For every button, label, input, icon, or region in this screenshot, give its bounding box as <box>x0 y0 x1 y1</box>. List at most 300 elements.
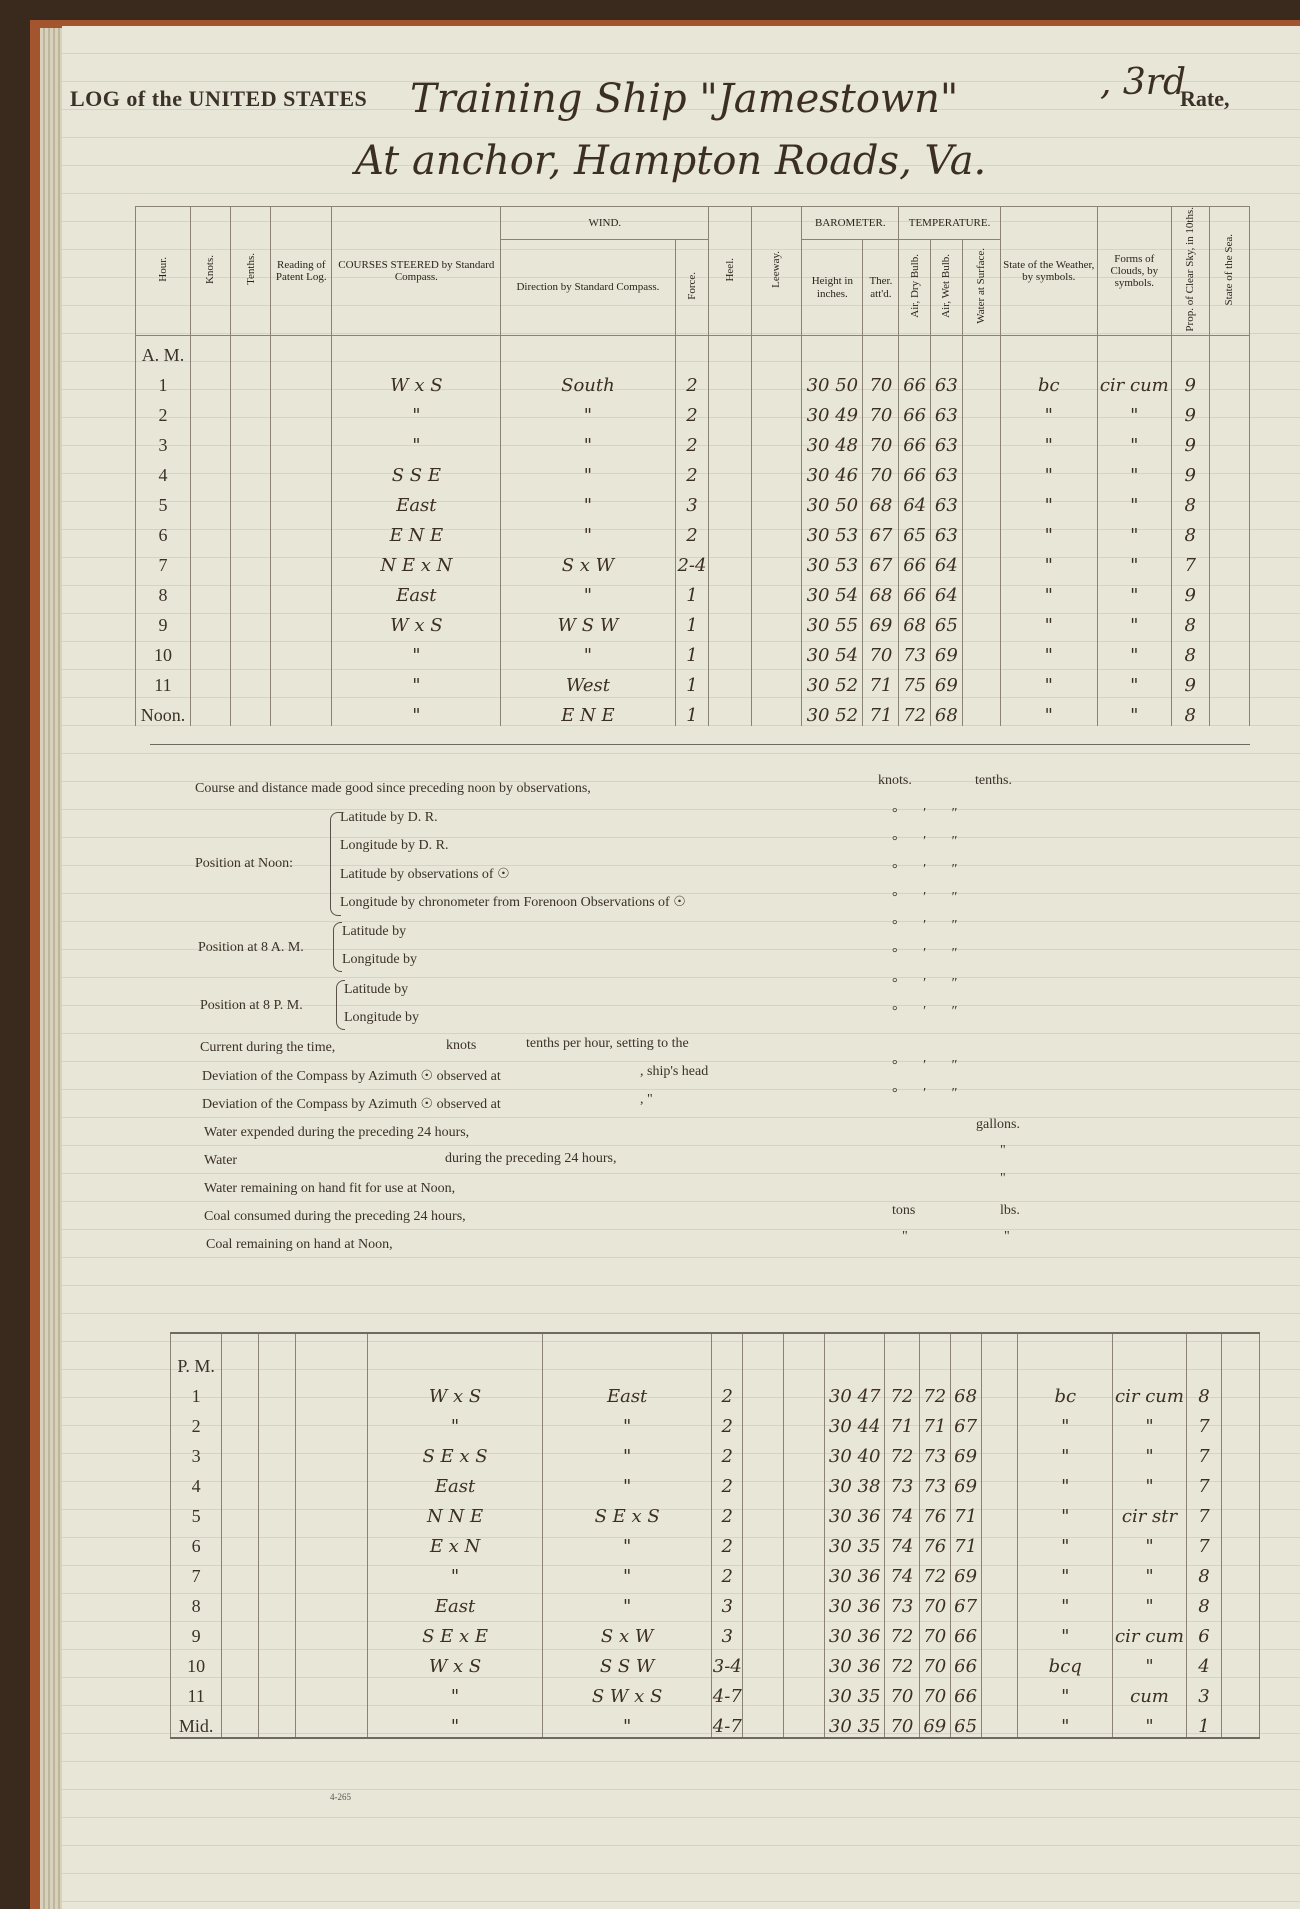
pm-dry-cell: 72 <box>919 1377 950 1407</box>
pm-force-cell: 4-7 <box>712 1677 743 1707</box>
am-force-cell: 2 <box>675 396 709 426</box>
degree-marks: ° ′ ″ <box>892 1004 958 1019</box>
pm-weather-cell: " <box>1018 1587 1113 1617</box>
am-baro-cell: 30 48 <box>802 426 863 456</box>
pm-baro-cell: 30 36 <box>825 1617 885 1647</box>
pm-wet-cell: 71 <box>950 1497 981 1527</box>
pm-force-cell: 3 <box>712 1587 743 1617</box>
am-sky-cell: 8 <box>1171 486 1209 516</box>
pm-wind-cell: " <box>542 1407 712 1437</box>
am-course-cell: " <box>332 696 501 726</box>
pm-log-body <box>171 1333 1260 1738</box>
pm-course-cell: East <box>368 1587 543 1617</box>
pm-weather-cell: " <box>1018 1407 1113 1437</box>
am-course-cell: N E x N <box>332 546 501 576</box>
am-wind-cell: " <box>501 516 675 546</box>
pm-wind-cell: East <box>542 1377 712 1407</box>
pm-wind-cell: " <box>542 1587 712 1617</box>
degree-marks: ° ′ ″ <box>892 1058 958 1073</box>
am-wind-cell: E N E <box>501 696 675 726</box>
knots-header: Knots. <box>190 207 230 336</box>
pm-wet-cell: 69 <box>950 1437 981 1467</box>
am-force-cell: 2 <box>675 426 709 456</box>
patent-log-header: Reading of Patent Log. <box>271 207 332 336</box>
am-weather-cell: " <box>1000 576 1097 606</box>
tenths-header: Tenths. <box>231 207 271 336</box>
am-dry-cell: 66 <box>899 546 931 576</box>
8pm-lat-label: Latitude by <box>344 982 409 997</box>
pm-wet-cell: 67 <box>950 1407 981 1437</box>
am-course-cell: East <box>332 486 501 516</box>
pm-force-cell: 3-4 <box>712 1647 743 1677</box>
pm-clouds-cell: " <box>1113 1407 1187 1437</box>
pm-row <box>171 1707 1260 1738</box>
knots-unit-label: knots. <box>878 773 912 788</box>
pm-course-cell: East <box>368 1467 543 1497</box>
am-row <box>136 486 1250 516</box>
am-course-cell: S S E <box>332 456 501 486</box>
am-wet-cell: 64 <box>931 576 963 606</box>
am-hour-cell: 1 <box>136 366 191 396</box>
pm-clouds-cell: " <box>1113 1437 1187 1467</box>
am-row <box>136 516 1250 546</box>
pm-dry-cell: 73 <box>919 1467 950 1497</box>
am-force-cell: 2 <box>675 516 709 546</box>
courses-header: COURSES STEERED by Standard Compass. <box>332 207 501 336</box>
pm-weather-cell: " <box>1018 1557 1113 1587</box>
pm-baro-cell: 30 36 <box>825 1587 885 1617</box>
pm-baro-cell: 30 36 <box>825 1497 885 1527</box>
lon-dr-label: Longitude by D. R. <box>340 838 449 853</box>
water-expended-label: Water expended during the preceding 24 hours, <box>204 1125 470 1140</box>
position-8am-label: Position at 8 A. M. <box>198 940 304 955</box>
pm-clouds-cell: " <box>1113 1587 1187 1617</box>
pm-course-cell: " <box>368 1557 543 1587</box>
pm-wind-cell: " <box>542 1527 712 1557</box>
clear-sky-header: Prop. of Clear Sky, in 10ths. <box>1171 207 1209 336</box>
pm-clouds-cell: " <box>1113 1707 1187 1738</box>
am-wind-cell: " <box>501 636 675 666</box>
8am-lat-label: Latitude by <box>342 924 407 939</box>
pm-baro-cell: 30 36 <box>825 1647 885 1677</box>
am-baro-cell: 30 46 <box>802 456 863 486</box>
am-clouds-cell: " <box>1097 696 1171 726</box>
am-dry-cell: 66 <box>899 366 931 396</box>
am-hour-cell: 5 <box>136 486 191 516</box>
pm-sky-cell: 1 <box>1186 1707 1221 1738</box>
pm-force-cell: 2 <box>712 1377 743 1407</box>
pm-sky-cell: 8 <box>1186 1587 1221 1617</box>
am-wind-cell: " <box>501 486 675 516</box>
deviation1-label: Deviation of the Compass by Azimuth ☉ observed at <box>202 1069 501 1084</box>
8am-brace <box>333 922 342 972</box>
pm-label: P. M. <box>171 1333 222 1377</box>
am-baro-cell: 30 50 <box>802 366 863 396</box>
pm-ther-cell: 72 <box>884 1437 919 1467</box>
am-hour-cell: 3 <box>136 426 191 456</box>
pm-ther-cell: 73 <box>884 1587 919 1617</box>
lon-chron-label: Longitude by chronometer from Forenoon Observations of ☉ <box>340 895 686 910</box>
am-baro-cell: 30 53 <box>802 546 863 576</box>
pm-force-cell: 2 <box>712 1557 743 1587</box>
am-ther-cell: 68 <box>863 486 899 516</box>
wind-header: WIND. <box>501 207 709 240</box>
am-course-cell: " <box>332 666 501 696</box>
position-noon-label: Position at Noon: <box>195 856 294 871</box>
pm-wet-cell: 66 <box>950 1617 981 1647</box>
am-baro-cell: 30 52 <box>802 696 863 726</box>
pm-weather-cell: bcq <box>1018 1647 1113 1677</box>
am-row <box>136 666 1250 696</box>
tenths-unit-label: tenths. <box>975 773 1012 788</box>
am-clouds-cell: " <box>1097 546 1171 576</box>
am-wind-cell: W S W <box>501 606 675 636</box>
am-wet-cell: 69 <box>931 636 963 666</box>
am-ther-cell: 71 <box>863 696 899 726</box>
pm-ther-cell: 74 <box>884 1557 919 1587</box>
pm-row <box>171 1527 1260 1557</box>
degree-marks: ° ′ ″ <box>892 1086 958 1101</box>
pm-wet-cell: 71 <box>950 1527 981 1557</box>
am-clouds-cell: " <box>1097 426 1171 456</box>
height-header: Height in inches. <box>802 240 863 335</box>
pm-dry-cell: 76 <box>919 1497 950 1527</box>
am-clouds-cell: " <box>1097 516 1171 546</box>
pm-ther-cell: 74 <box>884 1527 919 1557</box>
am-weather-cell: " <box>1000 636 1097 666</box>
am-dry-cell: 75 <box>899 666 931 696</box>
pm-sky-cell: 3 <box>1186 1677 1221 1707</box>
am-weather-cell: bc <box>1000 366 1097 396</box>
pm-clouds-cell: cir cum <box>1113 1377 1187 1407</box>
lat-obs-label: Latitude by observations of ☉ <box>340 867 510 882</box>
am-dry-cell: 68 <box>899 606 931 636</box>
am-clouds-cell: cir cum <box>1097 366 1171 396</box>
degree-marks: ° ′ ″ <box>892 806 958 821</box>
am-log-body <box>136 335 1250 726</box>
am-sky-cell: 9 <box>1171 396 1209 426</box>
pm-force-cell: 2 <box>712 1407 743 1437</box>
am-wet-cell: 63 <box>931 456 963 486</box>
pm-wet-cell: 68 <box>950 1377 981 1407</box>
am-sky-cell: 8 <box>1171 606 1209 636</box>
wind-direction-header: Direction by Standard Compass. <box>501 240 675 335</box>
pm-wind-cell: S E x S <box>542 1497 712 1527</box>
am-clouds-cell: " <box>1097 396 1171 426</box>
pm-row <box>171 1377 1260 1407</box>
am-dry-cell: 66 <box>899 396 931 426</box>
am-wet-cell: 68 <box>931 696 963 726</box>
am-ther-cell: 67 <box>863 546 899 576</box>
pm-clouds-cell: cir str <box>1113 1497 1187 1527</box>
pm-row <box>171 1407 1260 1437</box>
pm-weather-cell: " <box>1018 1617 1113 1647</box>
pm-course-cell: " <box>368 1677 543 1707</box>
pm-wet-cell: 67 <box>950 1587 981 1617</box>
pm-sky-cell: 7 <box>1186 1497 1221 1527</box>
pm-wind-cell: " <box>542 1707 712 1738</box>
pm-dry-cell: 71 <box>919 1407 950 1437</box>
am-weather-cell: " <box>1000 426 1097 456</box>
am-baro-cell: 30 49 <box>802 396 863 426</box>
pm-wind-cell: " <box>542 1467 712 1497</box>
am-row <box>136 396 1250 426</box>
am-clouds-cell: " <box>1097 486 1171 516</box>
position-8pm-label: Position at 8 P. M. <box>200 998 303 1013</box>
pm-dry-cell: 70 <box>919 1617 950 1647</box>
barometer-header: BAROMETER. <box>802 207 899 240</box>
am-clouds-cell: " <box>1097 576 1171 606</box>
pm-force-cell: 2 <box>712 1467 743 1497</box>
am-force-cell: 2 <box>675 366 709 396</box>
pm-baro-cell: 30 40 <box>825 1437 885 1467</box>
am-row <box>136 366 1250 396</box>
pm-sky-cell: 7 <box>1186 1467 1221 1497</box>
am-baro-cell: 30 54 <box>802 636 863 666</box>
pm-wind-cell: S W x S <box>542 1677 712 1707</box>
am-sky-cell: 9 <box>1171 366 1209 396</box>
am-row <box>136 546 1250 576</box>
pm-ther-cell: 70 <box>884 1707 919 1738</box>
degree-marks: ° ′ ″ <box>892 862 958 877</box>
am-force-cell: 1 <box>675 636 709 666</box>
ship-name: Training Ship "Jamestown" <box>410 76 959 122</box>
pm-wind-cell: " <box>542 1557 712 1587</box>
am-wind-cell: S x W <box>501 546 675 576</box>
pm-ther-cell: 74 <box>884 1497 919 1527</box>
am-sky-cell: 9 <box>1171 456 1209 486</box>
pm-wind-cell: S S W <box>542 1647 712 1677</box>
air-wet-header: Air, Wet Bulb. <box>931 240 963 335</box>
pm-baro-cell: 30 35 <box>825 1677 885 1707</box>
pm-row <box>171 1617 1260 1647</box>
8am-lon-label: Longitude by <box>342 952 418 967</box>
am-wind-cell: " <box>501 426 675 456</box>
sea-header: State of the Sea. <box>1209 207 1249 336</box>
water-label: Water <box>204 1153 238 1168</box>
am-course-cell: East <box>332 576 501 606</box>
pm-row <box>171 1467 1260 1497</box>
am-dry-cell: 72 <box>899 696 931 726</box>
pm-wet-cell: 69 <box>950 1557 981 1587</box>
am-baro-cell: 30 53 <box>802 516 863 546</box>
am-sky-cell: 9 <box>1171 666 1209 696</box>
pm-course-cell: S E x E <box>368 1617 543 1647</box>
pm-course-cell: S E x S <box>368 1437 543 1467</box>
am-label: A. M. <box>136 335 191 366</box>
pm-hour-cell: 2 <box>171 1407 222 1437</box>
am-wet-cell: 63 <box>931 516 963 546</box>
am-course-cell: " <box>332 636 501 666</box>
pm-wind-cell: " <box>542 1437 712 1467</box>
am-dry-cell: 66 <box>899 576 931 606</box>
am-force-cell: 1 <box>675 696 709 726</box>
pm-course-cell: W x S <box>368 1647 543 1677</box>
degree-marks: ° ′ ″ <box>892 834 958 849</box>
am-row <box>136 456 1250 486</box>
am-sky-cell: 8 <box>1171 696 1209 726</box>
am-force-cell: 2 <box>675 456 709 486</box>
am-sky-cell: 8 <box>1171 516 1209 546</box>
am-course-cell: W x S <box>332 606 501 636</box>
am-weather-cell: " <box>1000 396 1097 426</box>
pm-course-cell: " <box>368 1407 543 1437</box>
am-wet-cell: 64 <box>931 546 963 576</box>
pm-dry-cell: 73 <box>919 1437 950 1467</box>
pm-wet-cell: 65 <box>950 1707 981 1738</box>
degree-marks: ° ′ ″ <box>892 918 958 933</box>
am-clouds-cell: " <box>1097 606 1171 636</box>
am-clouds-cell: " <box>1097 666 1171 696</box>
lbs-ditto: " <box>1004 1229 1010 1244</box>
form-code: 4-265 <box>330 1792 351 1802</box>
pm-sky-cell: 7 <box>1186 1437 1221 1467</box>
ship-location: At anchor, Hampton Roads, Va. <box>355 138 987 184</box>
8pm-lon-label: Longitude by <box>344 1010 420 1025</box>
pm-weather-cell: " <box>1018 1437 1113 1467</box>
coal-consumed-label: Coal consumed during the preceding 24 hours, <box>204 1209 466 1224</box>
am-row <box>136 576 1250 606</box>
am-dry-cell: 64 <box>899 486 931 516</box>
log-title-label: LOG of the UNITED STATES <box>70 86 368 111</box>
current-label: Current during the time, <box>200 1040 336 1055</box>
am-hour-cell: 7 <box>136 546 191 576</box>
pm-course-cell: E x N <box>368 1527 543 1557</box>
air-dry-header: Air, Dry Bulb. <box>899 240 931 335</box>
am-weather-cell: " <box>1000 666 1097 696</box>
pm-hour-cell: 1 <box>171 1377 222 1407</box>
am-weather-cell: " <box>1000 516 1097 546</box>
am-sky-cell: 9 <box>1171 426 1209 456</box>
pm-hour-cell: 5 <box>171 1497 222 1527</box>
current-knots-label: knots <box>446 1038 477 1053</box>
am-hour-cell: 2 <box>136 396 191 426</box>
pm-weather-cell: " <box>1018 1497 1113 1527</box>
am-clouds-cell: " <box>1097 636 1171 666</box>
pm-dry-cell: 70 <box>919 1647 950 1677</box>
pm-baro-cell: 30 35 <box>825 1527 885 1557</box>
pm-hour-cell: 11 <box>171 1677 222 1707</box>
pm-baro-cell: 30 36 <box>825 1557 885 1587</box>
pm-hour-cell: 8 <box>171 1587 222 1617</box>
am-force-cell: 1 <box>675 606 709 636</box>
deviation1-tail: , ship's head <box>640 1064 709 1079</box>
pm-row <box>171 1647 1260 1677</box>
pm-dry-cell: 69 <box>919 1707 950 1738</box>
pm-dry-cell: 72 <box>919 1557 950 1587</box>
water-during-label: during the preceding 24 hours, <box>445 1151 617 1166</box>
water-remaining-label: Water remaining on hand fit for use at Noon, <box>204 1181 456 1196</box>
pm-ther-cell: 73 <box>884 1467 919 1497</box>
am-ther-cell: 68 <box>863 576 899 606</box>
am-wind-cell: West <box>501 666 675 696</box>
pm-sky-cell: 4 <box>1186 1647 1221 1677</box>
am-wind-cell: " <box>501 576 675 606</box>
current-tenths-label: tenths per hour, setting to the <box>526 1036 689 1051</box>
gallons-ditto-2: " <box>1000 1171 1006 1186</box>
am-sky-cell: 9 <box>1171 576 1209 606</box>
am-wet-cell: 63 <box>931 426 963 456</box>
pm-force-cell: 4-7 <box>712 1707 743 1738</box>
lbs-label: lbs. <box>1000 1203 1020 1218</box>
am-ther-cell: 69 <box>863 606 899 636</box>
am-row <box>136 696 1250 726</box>
am-wind-cell: " <box>501 456 675 486</box>
pm-row <box>171 1587 1260 1617</box>
coal-remaining-label: Coal remaining on hand at Noon, <box>206 1237 393 1252</box>
am-hour-cell: 10 <box>136 636 191 666</box>
pm-clouds-cell: cum <box>1113 1677 1187 1707</box>
am-hour-cell: Noon. <box>136 696 191 726</box>
pm-ther-cell: 71 <box>884 1407 919 1437</box>
am-row <box>136 426 1250 456</box>
hour-header: Hour. <box>136 207 191 336</box>
deviation2-tail: , " <box>640 1092 653 1107</box>
rate-label: Rate, <box>1180 86 1230 111</box>
degree-marks: ° ′ ″ <box>892 890 958 905</box>
pm-sky-cell: 8 <box>1186 1377 1221 1407</box>
pm-course-cell: W x S <box>368 1377 543 1407</box>
am-wet-cell: 65 <box>931 606 963 636</box>
am-hour-cell: 11 <box>136 666 191 696</box>
pm-hour-cell: 4 <box>171 1467 222 1497</box>
am-ther-cell: 67 <box>863 516 899 546</box>
ther-header: Ther. att'd. <box>863 240 899 335</box>
am-weather-cell: " <box>1000 486 1097 516</box>
pm-dry-cell: 70 <box>919 1587 950 1617</box>
am-baro-cell: 30 50 <box>802 486 863 516</box>
pm-clouds-cell: " <box>1113 1527 1187 1557</box>
am-weather-cell: " <box>1000 546 1097 576</box>
pm-sky-cell: 7 <box>1186 1527 1221 1557</box>
am-wet-cell: 63 <box>931 366 963 396</box>
pm-wet-cell: 69 <box>950 1467 981 1497</box>
pm-row <box>171 1437 1260 1467</box>
pm-ther-cell: 70 <box>884 1677 919 1707</box>
am-ther-cell: 70 <box>863 366 899 396</box>
am-force-cell: 1 <box>675 576 709 606</box>
pm-weather-cell: bc <box>1018 1377 1113 1407</box>
pm-row <box>171 1497 1260 1527</box>
pm-wet-cell: 66 <box>950 1647 981 1677</box>
tons-ditto: " <box>902 1229 908 1244</box>
rate-number: , 3rd <box>1100 62 1187 103</box>
am-course-cell: E N E <box>332 516 501 546</box>
am-wind-cell: South <box>501 366 675 396</box>
degree-marks: ° ′ ″ <box>892 976 958 991</box>
am-hour-cell: 6 <box>136 516 191 546</box>
pm-ther-cell: 72 <box>884 1647 919 1677</box>
leeway-header: Leeway. <box>751 207 802 336</box>
pm-sky-cell: 8 <box>1186 1557 1221 1587</box>
pm-ther-cell: 72 <box>884 1617 919 1647</box>
pm-hour-cell: 6 <box>171 1527 222 1557</box>
pm-wet-cell: 66 <box>950 1677 981 1707</box>
am-ther-cell: 70 <box>863 396 899 426</box>
am-baro-cell: 30 52 <box>802 666 863 696</box>
pm-course-cell: N N E <box>368 1497 543 1527</box>
am-dry-cell: 66 <box>899 426 931 456</box>
clouds-header: Forms of Clouds, by symbols. <box>1097 207 1171 336</box>
lat-dr-label: Latitude by D. R. <box>340 810 438 825</box>
deviation2-label: Deviation of the Compass by Azimuth ☉ observed at <box>202 1097 501 1112</box>
am-sky-cell: 7 <box>1171 546 1209 576</box>
pm-weather-cell: " <box>1018 1467 1113 1497</box>
am-course-cell: " <box>332 426 501 456</box>
gallons-ditto-1: " <box>1000 1143 1006 1158</box>
pm-hour-cell: 10 <box>171 1647 222 1677</box>
am-dry-cell: 65 <box>899 516 931 546</box>
